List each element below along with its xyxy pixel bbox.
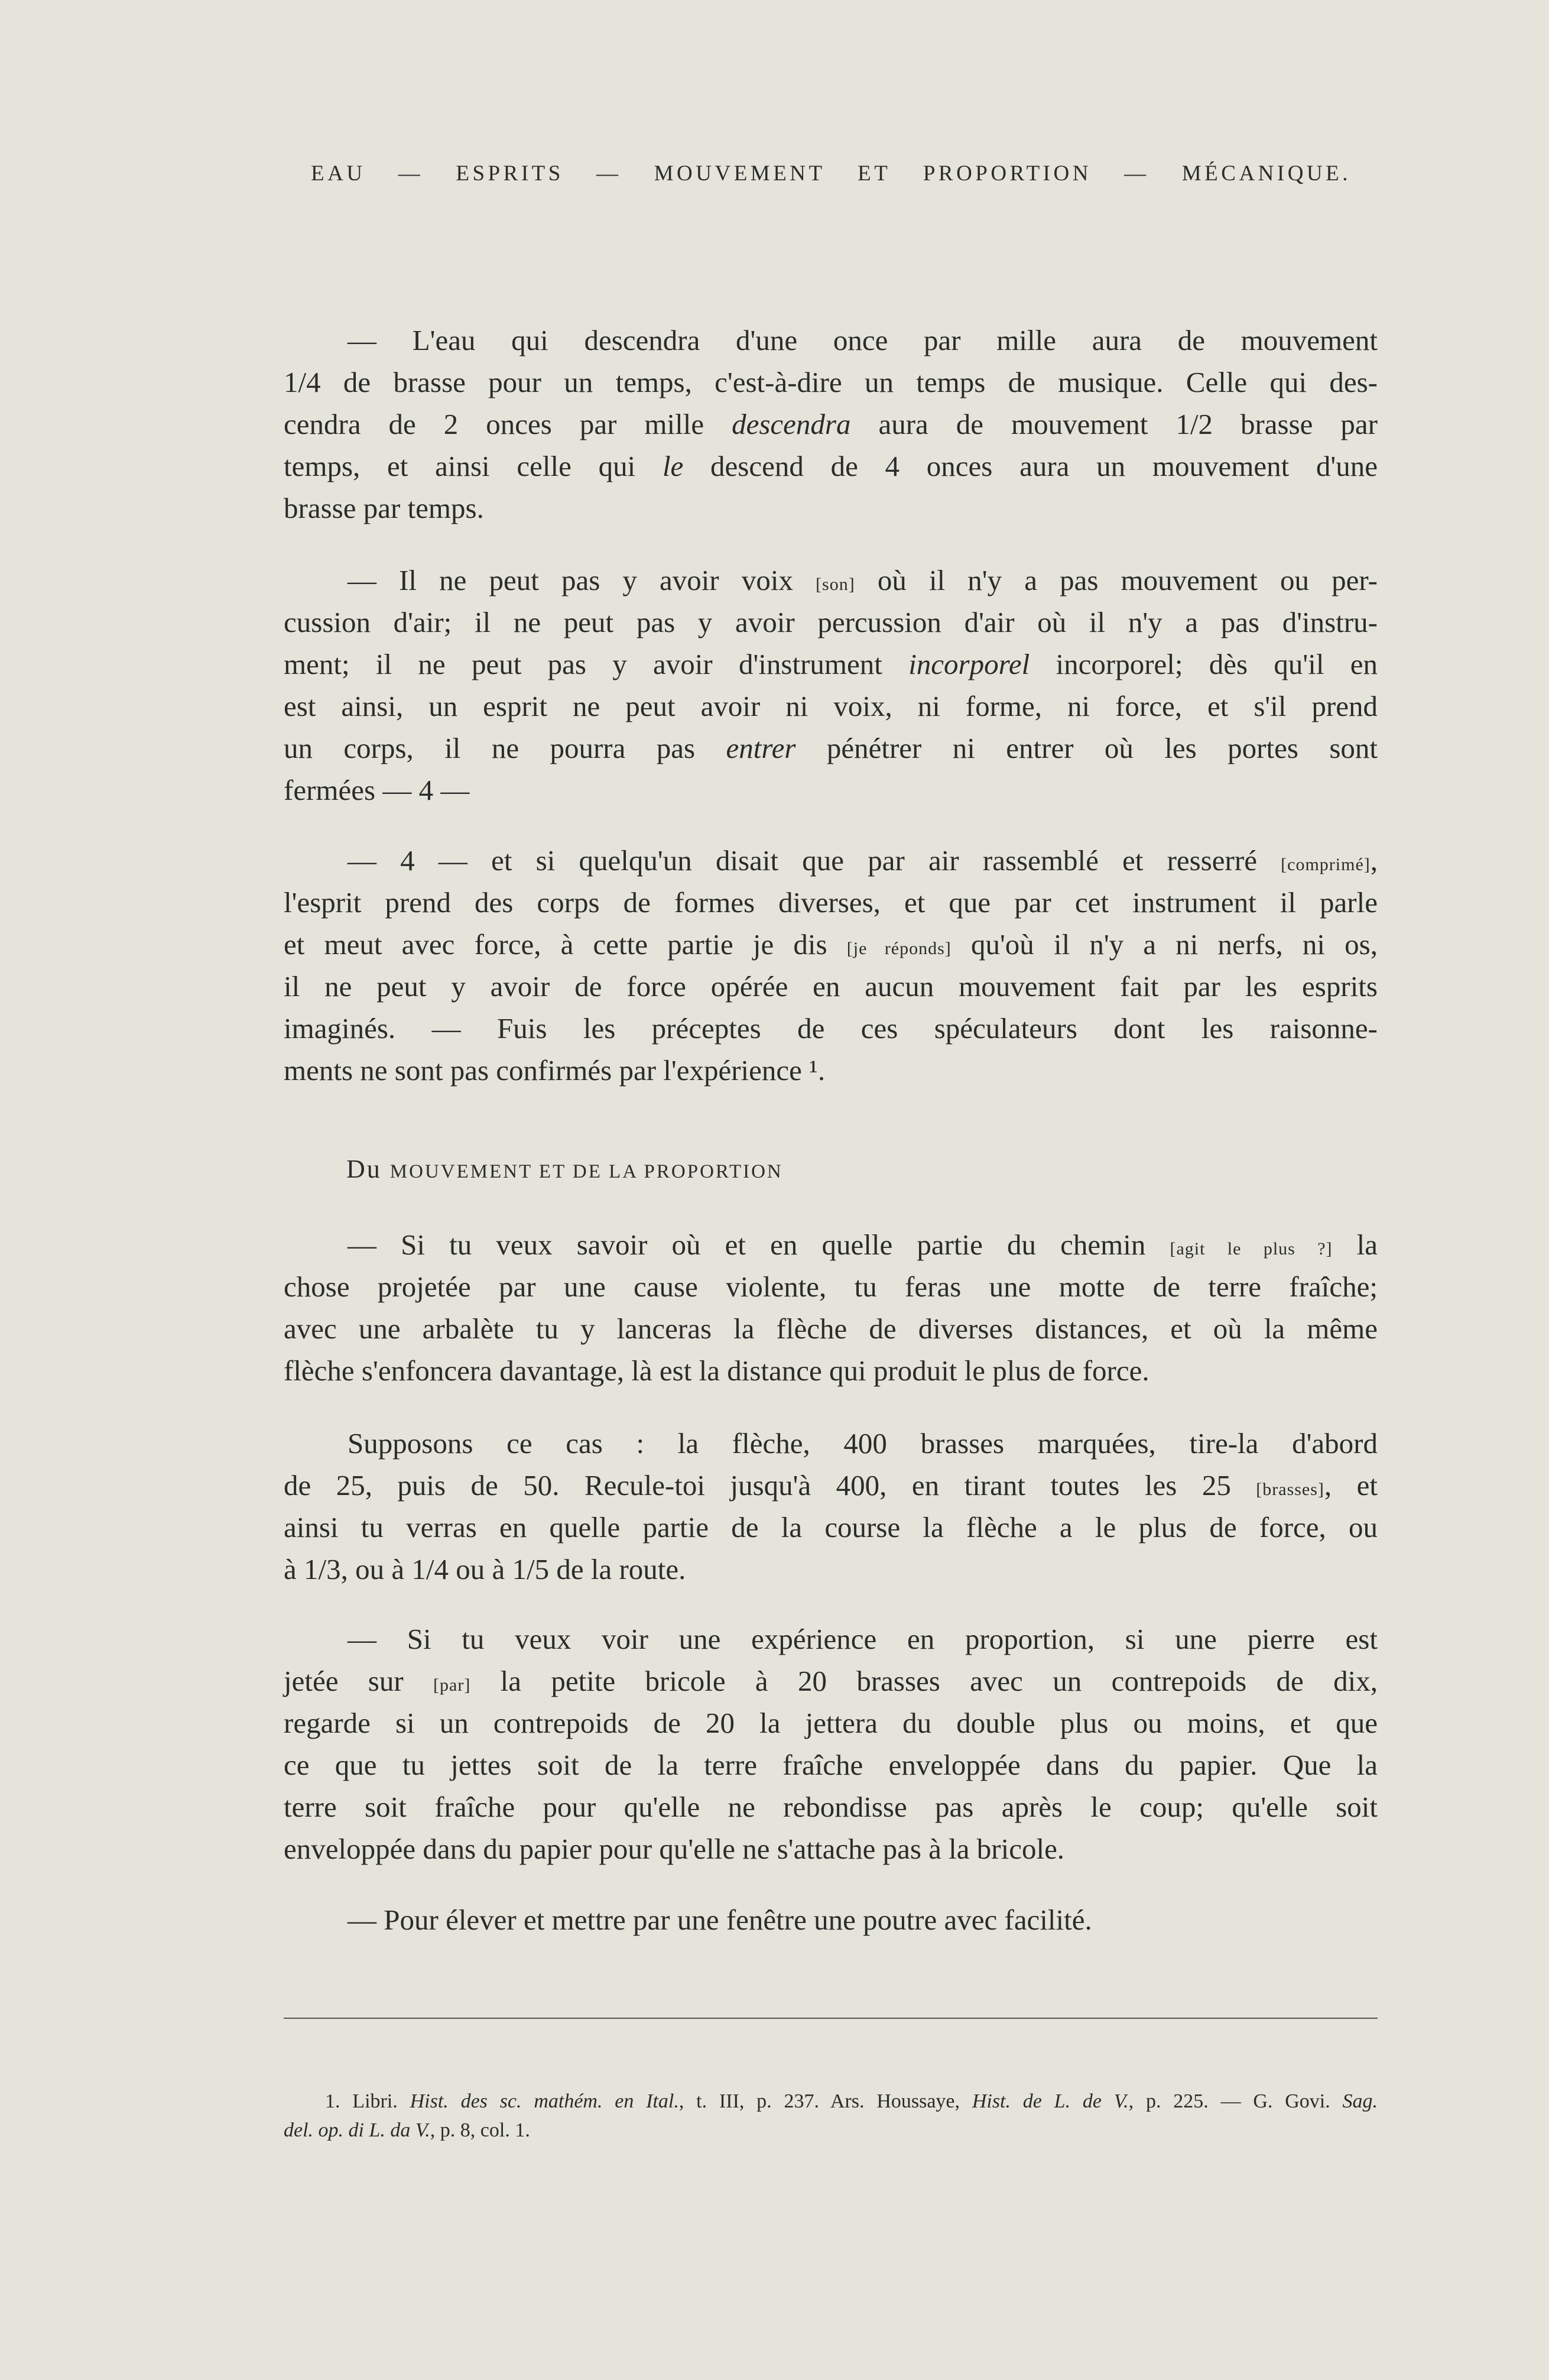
text-run: — Si tu veux savoir où et en quelle partie du chemin <box>348 1228 1170 1261</box>
text-line <box>284 1744 1378 1786</box>
text-run: la petite bricole à 20 brasses avec un contrepoids de dix, <box>470 1665 1378 1697</box>
editorial-note: [son] <box>816 575 855 594</box>
text-run: 1. Libri. <box>325 2090 410 2112</box>
text-run: cussion d'air; il ne peut pas y avoir percussion d'air où il n'y a pas d'instru- <box>284 606 1378 638</box>
editorial-note: [brasses] <box>1256 1480 1324 1499</box>
italic-text: entrer <box>726 732 796 764</box>
italic-text: Hist. des sc. mathém. en Ital. <box>410 2090 679 2112</box>
text-line <box>284 361 1378 403</box>
text-run: où il n'y a pas mouvement ou per- <box>855 564 1378 596</box>
text-line <box>284 1506 1378 1548</box>
editorial-note: [agit le plus ?] <box>1170 1239 1333 1259</box>
paragraph <box>284 1422 1378 1590</box>
text-run: , p. 8, col. 1. <box>430 2119 530 2141</box>
text-run: — Il ne peut pas y avoir voix <box>348 564 816 596</box>
text-line <box>284 445 1378 487</box>
italic-text: descendra <box>732 408 851 440</box>
text-line <box>284 685 1378 727</box>
text-run: brasse par temps. <box>284 492 484 524</box>
editorial-note: [par] <box>433 1675 471 1695</box>
text-line <box>284 1899 1378 1941</box>
text-line <box>284 2116 1378 2145</box>
text-run: jetée sur <box>284 1665 434 1697</box>
footnote-rule <box>284 2018 1378 2019</box>
text-run: cendra de 2 onces par mille <box>284 408 732 440</box>
italic-text: Sag. <box>1342 2090 1378 2112</box>
text-run: est ainsi, un esprit ne peut avoir ni voix, ni forme, ni force, et s'il prend <box>284 690 1378 722</box>
text-line <box>284 1702 1378 1744</box>
italic-text: incorporel <box>908 648 1030 680</box>
text-run: chose projetée par une cause violente, tu feras une motte de terre fraîche; <box>284 1270 1378 1303</box>
text-line <box>284 1618 1378 1660</box>
text-run: — L'eau qui descendra d'une once par mille aura de mouvement <box>348 324 1378 356</box>
text-run: — 4 — et si quelqu'un disait que par air rassemblé et resserré <box>348 844 1281 877</box>
text-run: à 1/3, ou à 1/4 ou à 1/5 de la route. <box>284 1553 686 1585</box>
section-heading <box>346 1148 783 1193</box>
text-run: avec une arbalète tu y lanceras la flèche de diverses distances, et où la même <box>284 1312 1378 1345</box>
text-run: aura de mouvement 1/2 brasse par <box>850 408 1378 440</box>
text-line <box>284 1266 1378 1308</box>
text-run: incorporel; dès qu'il en <box>1030 648 1378 680</box>
text-run: , t. III, p. 237. Ars. Houssaye, <box>678 2090 972 2112</box>
heading-initial: Du <box>346 1155 382 1183</box>
text-line <box>284 1548 1378 1590</box>
text-run: de 25, puis de 50. Recule-toi jusqu'à 400, en tirant toutes les 25 <box>284 1469 1256 1502</box>
text-run: , p. 225. — G. Govi. <box>1128 2090 1343 2112</box>
editorial-note: [comprimé] <box>1281 855 1371 874</box>
text-line <box>284 769 1378 811</box>
italic-text: le <box>662 450 684 482</box>
text-run: Supposons ce cas : la flèche, 400 brasses marquées, tire-la d'abord <box>348 1427 1378 1460</box>
heading-rest: MOUVEMENT ET DE LA PROPORTION <box>389 1161 783 1182</box>
text-line <box>284 1828 1378 1870</box>
text-line <box>284 1464 1378 1506</box>
text-run: , <box>1370 844 1378 877</box>
italic-text: Hist. de L. de V. <box>972 2090 1129 2112</box>
text-line <box>284 1308 1378 1350</box>
text-line <box>284 1007 1378 1049</box>
text-run: la <box>1332 1228 1378 1261</box>
text-run: il ne peut y avoir de force opérée en aucun mouvement fait par les esprits <box>284 970 1378 1003</box>
text-line <box>284 1786 1378 1828</box>
text-line <box>284 1224 1378 1266</box>
text-run: — Pour élever et mettre par une fenêtre une poutre avec facilité. <box>348 1904 1092 1936</box>
italic-text: del. op. di L. da V. <box>284 2119 430 2141</box>
running-header: EAU — ESPRITS — MOUVEMENT ET PROPORTION — MÉCANIQUE. <box>311 161 1351 186</box>
text-run: ce que tu jettes soit de la terre fraîche enveloppée dans du papier. Que la <box>284 1749 1378 1781</box>
paragraph <box>284 1899 1378 1941</box>
text-run: qu'où il n'y a ni nerfs, ni os, <box>951 928 1378 961</box>
text-run: fermées — 4 — <box>284 774 470 806</box>
paragraph <box>284 1224 1378 1392</box>
text-run: — Si tu veux voir une expérience en proportion, si une pierre est <box>348 1623 1378 1655</box>
text-run: 1/4 de brasse pour un temps, c'est-à-dire un temps de musique. Celle qui des- <box>284 366 1378 398</box>
text-line <box>284 881 1378 923</box>
text-line <box>284 601 1378 643</box>
paragraph <box>284 839 1378 1091</box>
paragraph <box>284 319 1378 529</box>
text-line <box>284 403 1378 445</box>
text-run: , et <box>1324 1469 1378 1502</box>
text-line <box>284 2087 1378 2116</box>
text-line <box>284 839 1378 881</box>
footnote <box>284 2087 1378 2145</box>
text-line <box>284 965 1378 1007</box>
text-line <box>284 923 1378 965</box>
text-run: imaginés. — Fuis les préceptes de ces spéculateurs dont les raisonne- <box>284 1012 1378 1045</box>
text-line <box>284 1660 1378 1702</box>
text-run: ment; il ne peut pas y avoir d'instrument <box>284 648 909 680</box>
text-run: terre soit fraîche pour qu'elle ne rebondisse pas après le coup; qu'elle soit <box>284 1791 1378 1823</box>
text-run: flèche s'enfoncera davantage, là est la distance qui produit le plus de force. <box>284 1354 1149 1387</box>
text-run: ments ne sont pas confirmés par l'expérience ¹. <box>284 1054 826 1087</box>
text-line <box>284 487 1378 529</box>
text-run: enveloppée dans du papier pour qu'elle ne s'attache pas à la bricole. <box>284 1833 1065 1865</box>
text-line <box>284 559 1378 601</box>
text-run: l'esprit prend des corps de formes diverses, et que par cet instrument il parle <box>284 886 1378 919</box>
paragraph <box>284 559 1378 811</box>
text-line <box>284 643 1378 685</box>
text-line <box>284 727 1378 769</box>
text-run: temps, et ainsi celle qui <box>284 450 663 482</box>
text-line <box>284 1049 1378 1091</box>
text-run: pénétrer ni entrer où les portes sont <box>795 732 1378 764</box>
text-run: regarde si un contrepoids de 20 la jettera du double plus ou moins, et que <box>284 1707 1378 1739</box>
text-line <box>284 1422 1378 1464</box>
text-line <box>284 319 1378 361</box>
text-run: un corps, il ne pourra pas <box>284 732 726 764</box>
paragraph <box>284 1618 1378 1870</box>
text-run: ainsi tu verras en quelle partie de la course la flèche a le plus de force, ou <box>284 1511 1378 1544</box>
text-run: descend de 4 onces aura un mouvement d'une <box>683 450 1378 482</box>
editorial-note: [je réponds] <box>846 939 952 958</box>
text-run: et meut avec force, à cette partie je dis <box>284 928 847 961</box>
text-line <box>284 1350 1378 1392</box>
